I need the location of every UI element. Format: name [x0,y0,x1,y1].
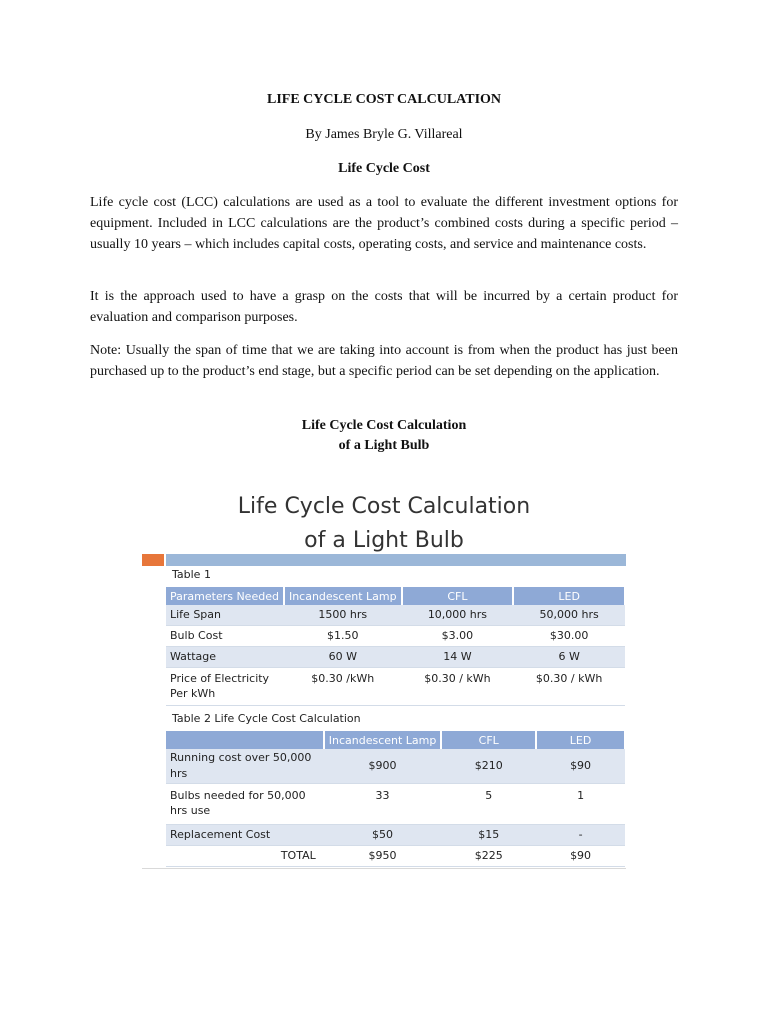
table-cell: - [536,825,625,846]
table-cell: 10,000 hrs [402,605,514,626]
paragraph-3: Note: Usually the span of time that we are taking into account is from when the product has just been purchased up to the product’s end stage, but a specific period can be set depending on the application. [90,343,678,379]
figure-caption-line-2: of a Light Bulb [338,438,430,453]
table-1-header-cell: Parameters Needed [166,587,284,605]
table-cell: 1 [536,784,625,825]
slide-title-line-2: of a Light Bulb [304,528,464,553]
table-cell: $90 [536,749,625,784]
table-cell: Wattage [166,647,284,668]
table-cell: Bulb Cost [166,626,284,647]
table-2-header-cell [166,731,324,749]
table-cell: $30.00 [513,626,625,647]
table-cell: $0.30 / kWh [513,668,625,706]
paragraph-1: Life cycle cost (LCC) calculations are used as a tool to evaluate the different investment options for equipment. Included in LCC calculations are the product’s combined costs during a specific period – usually 10 years – which includes capital costs, operating costs, and service and maintenance costs. [90,195,678,252]
slide-image [142,476,626,868]
slide-accent-block [142,554,164,566]
table-cell: $950 [324,846,442,867]
table-2 [166,731,626,867]
table-cell: $900 [324,749,442,784]
figure-caption-line-1: Life Cycle Cost Calculation [301,418,467,433]
table-2-header-cell: Incandescent Lamp [324,731,442,749]
table-cell: 6 W [513,647,625,668]
table-cell: 50,000 hrs [513,605,625,626]
table-row [166,749,625,784]
table-cell: 1500 hrs [284,605,402,626]
table-cell: Price of Electricity Per kWh [166,668,284,706]
slide-title [142,490,626,558]
document-title: LIFE CYCLE COST CALCULATION [266,92,502,107]
table-cell: $0.30 /kWh [284,668,402,706]
table-cell: 60 W [284,647,402,668]
divider [142,868,626,869]
table-cell: $90 [536,846,625,867]
table-row [166,605,625,626]
table-cell: Replacement Cost [166,825,324,846]
table-2-header [166,731,625,749]
table-1-header-cell: LED [513,587,625,605]
paragraph-2: It is the approach used to have a grasp on the costs that will be incurred by a certain product for evaluation and comparison purposes. [90,289,678,325]
slide-blue-bar [166,554,626,566]
table-cell: TOTAL [166,846,324,867]
figure-caption [90,416,678,456]
table-row [166,825,625,846]
table-2-header-cell: LED [536,731,625,749]
table-1-header-cell: Incandescent Lamp [284,587,402,605]
table-cell: 14 W [402,647,514,668]
table-cell: 5 [441,784,536,825]
table-cell: Bulbs needed for 50,000 hrs use [166,784,324,825]
table-cell: $3.00 [402,626,514,647]
table-row [166,626,625,647]
table-row [166,784,625,825]
table-row [166,846,625,867]
document-author: By James Bryle G. Villareal [305,127,463,142]
table-cell: $15 [441,825,536,846]
table-cell: $50 [324,825,442,846]
table-cell: $225 [441,846,536,867]
table-cell: $1.50 [284,626,402,647]
table-1-header-cell: CFL [402,587,514,605]
table-1-header [166,587,625,605]
table-cell: $210 [441,749,536,784]
table-row [166,668,625,706]
table-row [166,647,625,668]
table-1 [166,587,626,706]
table-2-label: Table 2 Life Cycle Cost Calculation [172,712,361,725]
section-heading: Life Cycle Cost [338,161,430,176]
table-cell: Running cost over 50,000 hrs [166,749,324,784]
slide-header-bar [142,554,626,566]
table-cell: Life Span [166,605,284,626]
table-cell: $0.30 / kWh [402,668,514,706]
table-2-header-cell: CFL [441,731,536,749]
table-1-label: Table 1 [172,568,211,581]
slide-title-line-1: Life Cycle Cost Calculation [237,494,531,519]
table-cell: 33 [324,784,442,825]
